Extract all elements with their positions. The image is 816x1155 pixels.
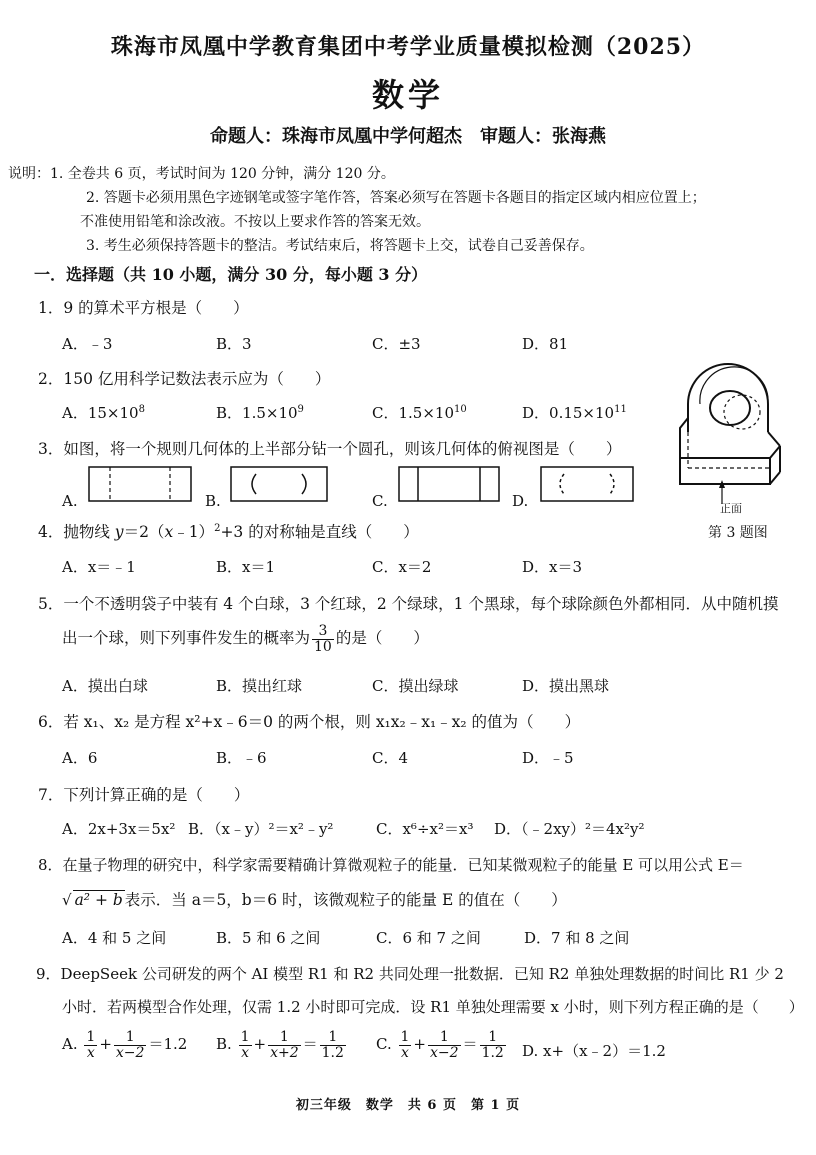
q5-fraction	[312, 624, 334, 654]
q8-option-d: D．7 和 8 之间	[524, 929, 630, 947]
q9-c-frac2-num: 1	[428, 1030, 461, 1046]
q9-a-frac2	[114, 1030, 147, 1060]
q9-option-d	[522, 1040, 666, 1061]
q8-option-b: B．5 和 6 之间	[216, 929, 321, 947]
q9-c-frac2	[428, 1030, 461, 1060]
q4-mid2: ﹣1）	[173, 523, 215, 541]
q9-c-frac1-num: 1	[400, 1029, 410, 1045]
q5-line2-post: 的是（ ）	[335, 629, 429, 648]
q5-line1: 5．一个不透明袋子中装有 4 个白球，3 个红球，2 个绿球，1 个黑球，每个球除颜色外都相同．从中随机摸	[38, 595, 779, 613]
q9-b-frac1-den: x	[241, 1044, 249, 1061]
q9-a-label: A.	[62, 1035, 78, 1054]
q6-option-d: D．﹣5	[522, 749, 574, 767]
q9-option-a	[62, 1030, 187, 1060]
q3-option-a-label: A.	[62, 492, 78, 510]
q9-b-plus: +	[253, 1035, 267, 1054]
q4-stem	[38, 520, 419, 542]
q3-option-b-label: B.	[205, 492, 221, 510]
q2-option-d	[522, 402, 627, 423]
q6-stem: 6．若 x₁、x₂ 是方程 x²+x﹣6＝0 的两个根，则 x₁x₂﹣x₁﹣x₂ 的值为（ ）	[38, 713, 581, 731]
q8-sqrt-expression: a² + b	[74, 891, 123, 909]
q9-b-eq: ＝	[302, 1035, 318, 1054]
note-3: 不准使用铅笔和涂改液。不按以上要求作答的答案无效。	[80, 214, 430, 230]
q9-line1: 9．DeepSeek 公司研发的两个 AI 模型 R1 和 R2 共同处理一批数据．已知 R2 单独处理数据的时间比 R1 少 2	[36, 965, 784, 983]
q9-a-frac1-num: 1	[86, 1029, 96, 1045]
q8-line2-post: 表示．当 a＝5，b＝6 时，该微观粒子的能量 E 的值在（ ）	[124, 891, 567, 909]
q3-figure-caption: 第 3 题图	[708, 525, 768, 541]
q9-c-frac2-den: x−2	[430, 1044, 459, 1061]
q9-a-eq: ＝	[148, 1035, 164, 1054]
q3-option-a-figure	[88, 466, 192, 502]
q9-line2: 小时．若两模型合作处理，仅需 1.2 小时即可完成．设 R1 单独处理需要 x 小时，则下列方程正确的是（ ）	[62, 998, 804, 1016]
q9-c-eq: ＝	[462, 1035, 478, 1054]
q1-option-c: C．±3	[372, 335, 421, 353]
q9-b-frac2-num: 1	[268, 1030, 301, 1046]
q2-option-b	[216, 402, 304, 423]
q2-c-base: C．1.5×10	[372, 404, 454, 422]
q9-c-plus: +	[413, 1035, 426, 1054]
q2-c-exp: 10	[454, 404, 467, 415]
q4-mid: ＝2（	[123, 523, 165, 541]
q4-option-b: B．x＝1	[216, 558, 276, 576]
q3-option-c-label: C.	[372, 492, 388, 510]
q5-line2-pre: 出一个球，则下列事件发生的概率为	[62, 629, 311, 648]
q5-frac-num: 3	[312, 624, 334, 640]
q8-option-c: C．6 和 7 之间	[376, 929, 481, 947]
q2-a-base: A．15×10	[62, 404, 139, 422]
q3-front-label: 正面	[720, 502, 742, 515]
q8-line1: 8．在量子物理的研究中，科学家需要精确计算微观粒子的能量．已知某微观粒子的能量 E 可以用公式 E＝	[38, 856, 744, 874]
q3-option-d-figure	[540, 466, 634, 502]
q2-stem: 2．150 亿用科学记数法表示应为（ ）	[38, 370, 331, 388]
q9-b-frac3	[320, 1030, 346, 1060]
q9-a-frac2-num: 1	[114, 1030, 147, 1046]
q5-option-a: A．摸出白球	[62, 677, 148, 695]
q4-option-d: D．x＝3	[522, 558, 583, 576]
q1-stem: 1．9 的算术平方根是（ ）	[38, 299, 249, 317]
q7-option-c: C．x⁶÷x²＝x³	[376, 820, 474, 838]
q9-c-frac3	[480, 1030, 506, 1060]
q9-c-frac3-den: 1.2	[481, 1044, 504, 1061]
q9-b-frac2	[268, 1030, 301, 1060]
q8-option-a: A．4 和 5 之间	[62, 929, 167, 947]
q3-stem: 3．如图，将一个规则几何体的上半部分钻一个圆孔，则该几何体的俯视图是（ ）	[38, 440, 622, 458]
q4-post: +3 的对称轴是直线（ ）	[220, 523, 419, 541]
q3-option-b-figure	[230, 466, 328, 502]
authors-line: 命题人：珠海市凤凰中学何超杰 审题人：张海燕	[210, 126, 606, 147]
q9-c-frac1-den: x	[401, 1044, 409, 1061]
q9-a-val: 1.2	[163, 1035, 188, 1054]
q1-option-a: A．﹣3	[62, 335, 113, 353]
q7-option-b: B．（x﹣y）²＝x²﹣y²	[188, 820, 334, 838]
q4-option-c: C．x＝2	[372, 558, 432, 576]
q9-d-text: x+（x﹣2）＝1.2	[543, 1042, 666, 1060]
q4-exp: 2	[214, 522, 221, 534]
q4-var-y: y	[114, 523, 124, 541]
q2-option-c	[372, 402, 467, 423]
note-1: 说明：1. 全卷共 6 页，考试时间为 120 分钟，满分 120 分。	[8, 166, 395, 182]
q2-d-base: D．0.15×10	[522, 404, 615, 422]
section-heading: 一．选择题（共 10 小题，满分 30 分，每小题 3 分）	[34, 265, 428, 284]
q9-c-frac3-num: 1	[480, 1030, 506, 1046]
q2-a-exp: 8	[138, 404, 145, 415]
q2-b-exp: 9	[297, 404, 304, 415]
q5-option-b: B．摸出红球	[216, 677, 303, 695]
q9-a-frac2-den: x−2	[115, 1044, 145, 1061]
q4-option-a: A．x＝﹣1	[62, 558, 136, 576]
q1-option-d: D．81	[522, 335, 569, 353]
q2-option-a	[62, 402, 145, 423]
q9-b-frac1-num: 1	[240, 1029, 250, 1045]
q7-stem: 7．下列计算正确的是（ ）	[38, 786, 250, 804]
q4-var-x: x	[164, 523, 174, 541]
q6-option-b: B．﹣6	[216, 749, 267, 767]
q9-b-frac1	[239, 1030, 252, 1060]
note-4: 3. 考生必须保持答题卡的整洁。考试结束后，将答题卡上交，试卷自己妥善保存。	[86, 238, 594, 254]
q8-line2: √ a² + b 表示．当 a＝5，b＝6 时，该微观粒子的能量 E 的值在（ ）	[62, 891, 567, 909]
q9-b-label: B.	[216, 1035, 232, 1054]
q3-option-d-label: D.	[512, 492, 529, 510]
q9-c-label: C.	[376, 1035, 392, 1054]
exam-title: 珠海市凤凰中学教育集团中考学业质量模拟检测（2025）	[110, 34, 706, 60]
q6-option-a: A．6	[62, 749, 98, 767]
q9-a-frac1-den: x	[86, 1044, 95, 1061]
q9-a-frac1	[84, 1030, 97, 1060]
q1-option-b: B．3	[216, 335, 252, 353]
note-2: 2. 答题卡必须用黑色字迹钢笔或签字笔作答，答案必须写在答题卡各题目的指定区域内相应位置上；	[86, 190, 706, 206]
q5-option-c: C．摸出绿球	[372, 677, 459, 695]
q9-b-frac3-num: 1	[320, 1030, 346, 1046]
page-footer: 初三年级 数学 共 6 页 第 1 页	[295, 1098, 521, 1113]
q2-d-exp: 11	[614, 404, 627, 415]
q9-option-c	[376, 1030, 508, 1060]
q9-c-frac1	[399, 1030, 412, 1060]
q9-option-b	[216, 1030, 348, 1060]
q7-option-a: A．2x+3x＝5x²	[62, 820, 176, 838]
subject-title: 数学	[371, 76, 444, 114]
q4-pre: 4．抛物线	[38, 523, 115, 541]
q5-option-d: D．摸出黑球	[522, 677, 610, 695]
q9-a-plus: +	[99, 1035, 112, 1054]
q7-option-d: D．（﹣2xy）²＝4x²y²	[494, 820, 645, 838]
q2-b-base: B．1.5×10	[216, 404, 298, 422]
q9-b-frac2-den: x+2	[270, 1044, 299, 1061]
q5-frac-den: 10	[314, 638, 332, 655]
q3-solid-figure	[674, 358, 790, 518]
q9-b-frac3-den: 1.2	[321, 1044, 344, 1061]
q6-option-c: C．4	[372, 749, 409, 767]
q3-option-c-figure	[398, 466, 500, 502]
q9-d-label: D.	[522, 1042, 539, 1060]
q5-line2	[62, 624, 429, 654]
